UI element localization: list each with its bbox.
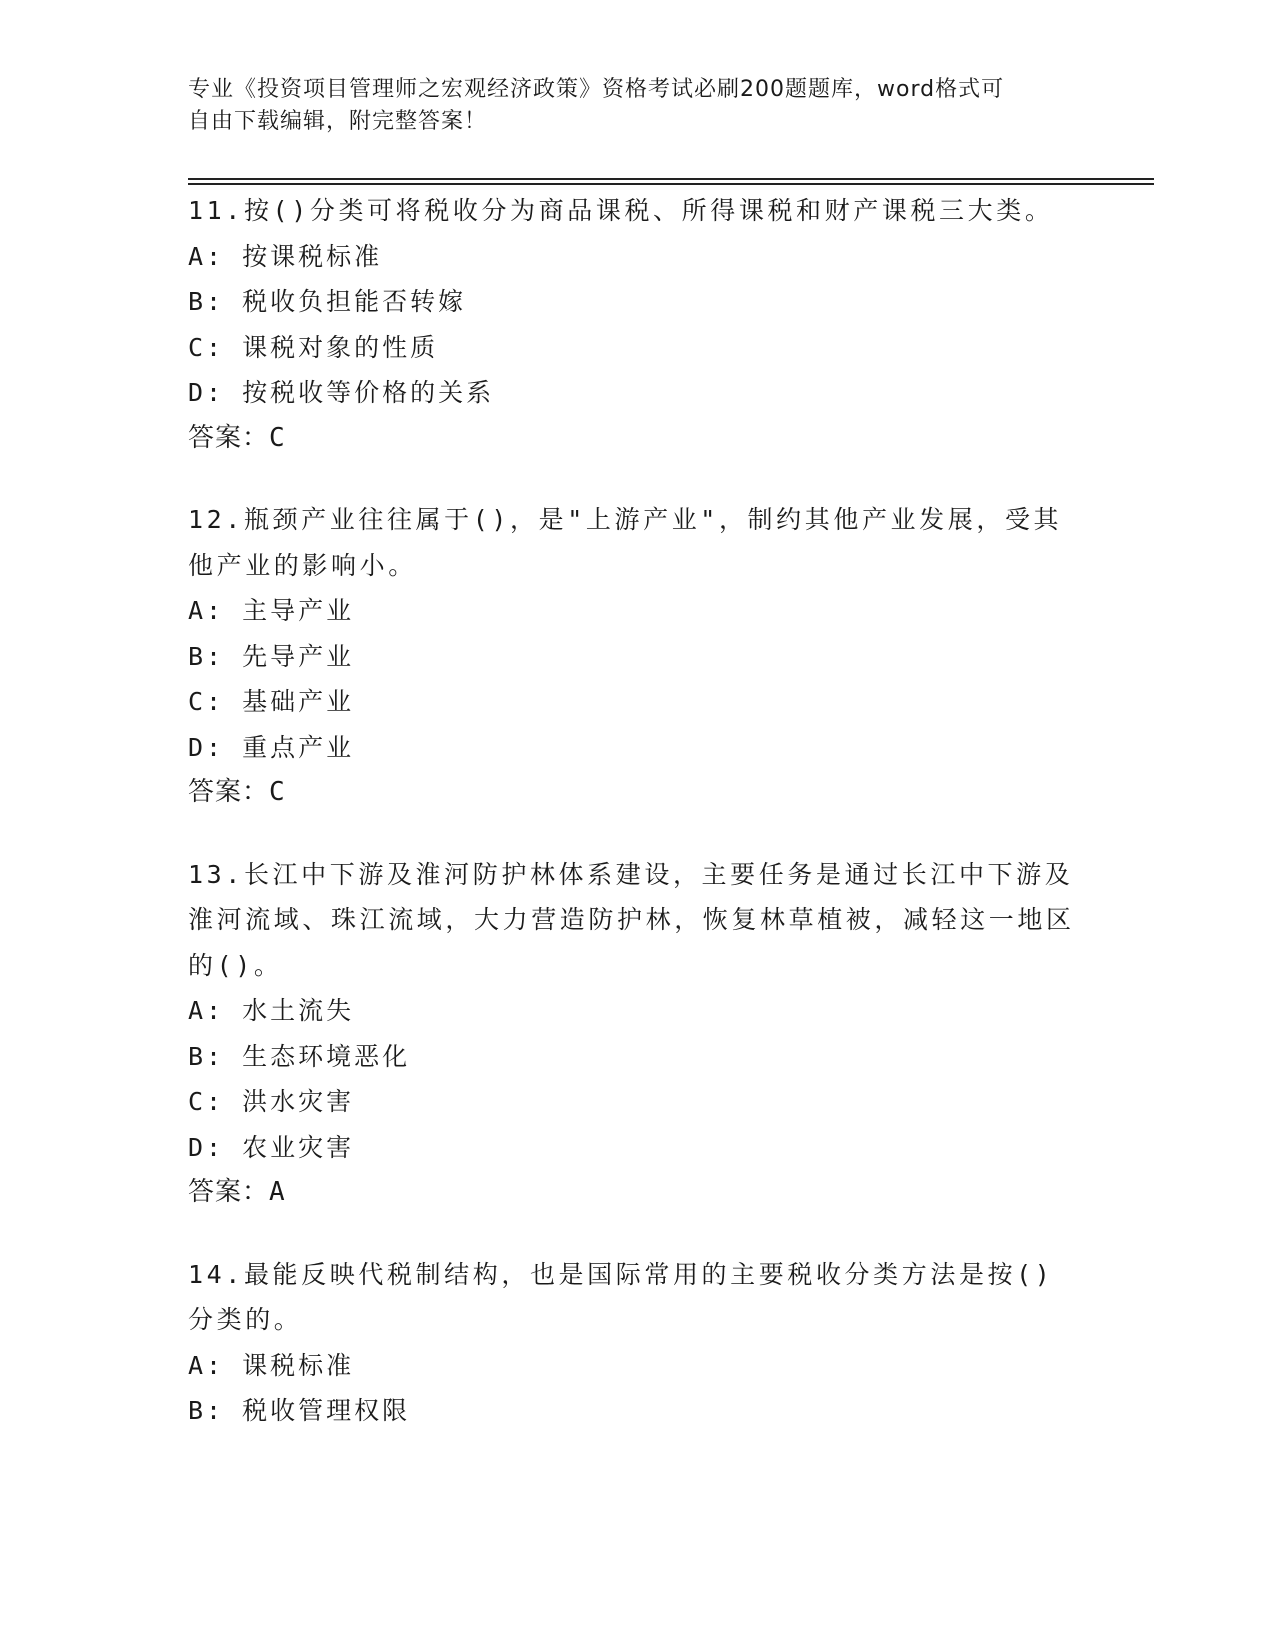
option-c: C: 课税对象的性质 xyxy=(188,332,439,362)
question-stem: 12.瓶颈产业往往属于()，是"上游产业"，制约其他产业发展，受其他产业的影响小。 xyxy=(188,505,1063,580)
option-b: B: 先导产业 xyxy=(188,641,355,671)
option-d: D: 农业灾害 xyxy=(188,1132,355,1162)
answer-line xyxy=(188,416,1078,462)
question-block xyxy=(188,188,1078,461)
option-a: A: 主导产业 xyxy=(188,596,355,625)
answer-value: A xyxy=(269,1177,286,1207)
option-d: D: 重点产业 xyxy=(188,732,355,762)
question-list xyxy=(188,188,1078,1470)
question-stem: 14.最能反映代税制结构，也是国际常用的主要税收分类方法是按()分类的。 xyxy=(188,1259,1054,1334)
document-header xyxy=(188,74,1068,138)
option-a: A: 按课税标准 xyxy=(188,241,383,271)
option-b: B: 生态环境恶化 xyxy=(188,1041,411,1071)
option-b: B: 税收负担能否转嫁 xyxy=(188,287,467,316)
answer-value: C xyxy=(269,777,286,807)
option-a: A: 水土流失 xyxy=(188,996,355,1025)
answer-label: 答案： xyxy=(188,1177,270,1207)
question-stem: 13.长江中下游及淮河防护林体系建设，主要任务是通过长江中下游及淮河流域、珠江流域，大力营造防护林，恢复林草植被，减轻这一地区的()。 xyxy=(188,859,1075,980)
header-divider-top xyxy=(188,178,1154,180)
option-c: C: 基础产业 xyxy=(188,687,355,716)
header-line-1: 专业《投资项目管理师之宏观经济政策》资格考试必刷200题题库，word格式可 xyxy=(188,77,1005,102)
answer-line xyxy=(188,1170,1078,1216)
header-line-2: 自由下载编辑，附完整答案！ xyxy=(188,109,488,134)
option-a: A: 课税标准 xyxy=(188,1350,355,1380)
question-stem: 11.按()分类可将税收分为商品课税、所得课税和财产课税三大类。 xyxy=(188,196,1054,225)
question-block xyxy=(188,497,1078,816)
answer-label: 答案： xyxy=(188,777,270,807)
question-block xyxy=(188,852,1078,1216)
option-d: D: 按税收等价格的关系 xyxy=(188,378,495,407)
option-b: B: 税收管理权限 xyxy=(188,1396,411,1425)
header-divider-bottom xyxy=(188,183,1154,185)
answer-label: 答案： xyxy=(188,422,270,453)
answer-line xyxy=(188,770,1078,816)
option-c: C: 洪水灾害 xyxy=(188,1087,355,1116)
answer-value: C xyxy=(269,422,286,453)
question-block xyxy=(188,1252,1078,1434)
